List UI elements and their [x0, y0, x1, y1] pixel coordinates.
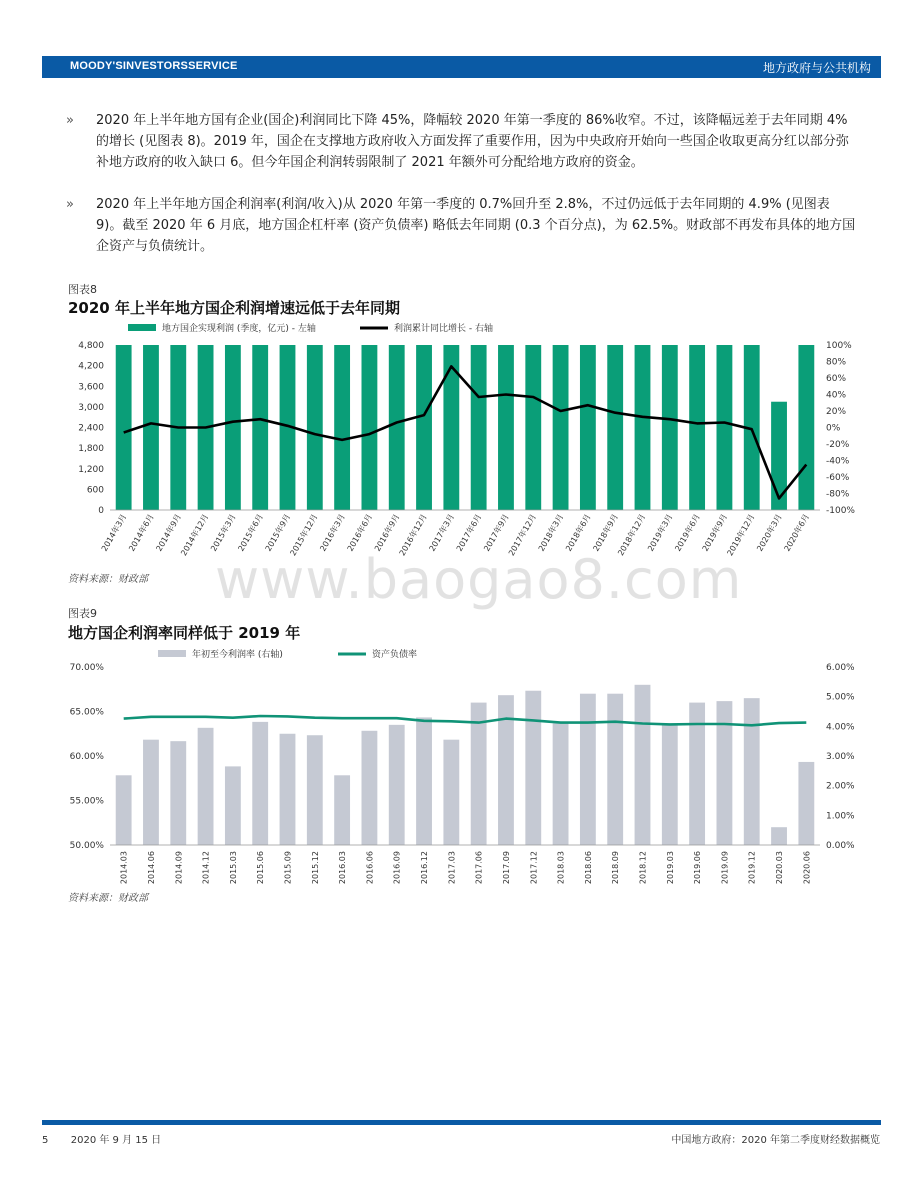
page-number: 5: [42, 1135, 49, 1146]
bar: [635, 345, 651, 510]
bullet-text: 2020 年上半年地方国企利润率(利润/收入)从 2020 年第一季度的 0.7%回升至 2.8%，不过仍远低于去年同期的 4.9% (见图表 9)。截至 2020 年 6 月底，地方国企杠杆率 (资产负债率) 略低去年同期 (0.3 个百分点)，为 62.5%。财政部不再发布具体的地方国企资产与负债统计。: [96, 197, 856, 254]
bar: [717, 345, 733, 510]
bar: [389, 345, 405, 510]
x-tick-label: 2014年3月: [99, 512, 129, 553]
profit-margin-chart: [60, 644, 860, 889]
figure9-title: 地方国企利润率同样低于 2019 年: [68, 624, 301, 642]
bar: [498, 345, 514, 510]
y-right-tick-label: 0.00%: [826, 841, 855, 851]
x-tick-label: 2014年6月: [127, 512, 156, 553]
bar: [798, 345, 814, 510]
y-left-tick-label: 3,600: [78, 382, 104, 393]
report-date: 2020 年 9 月 15 日: [70, 1135, 162, 1146]
bar: [252, 722, 268, 845]
x-tick-label: 2015年3月: [209, 512, 238, 553]
x-tick-label: 2017.03: [447, 851, 457, 885]
x-tick-label: 2020.03: [775, 851, 785, 885]
x-tick-label: 2018年12月: [616, 512, 648, 558]
bar: [771, 827, 787, 845]
x-tick-label: 2016.09: [392, 851, 402, 885]
report-title: 中国地方政府：2020 年第二季度财经数据概览: [671, 1135, 880, 1146]
y-right-tick-label: -100%: [826, 506, 855, 516]
y-right-tick-label: 5.00%: [826, 692, 855, 703]
x-tick-label: 2019.03: [665, 851, 675, 885]
bar: [662, 345, 678, 510]
bar: [307, 345, 323, 510]
x-tick-label: 2017.09: [501, 851, 511, 885]
bar: [416, 345, 432, 510]
bar: [389, 725, 405, 845]
bullet-marker: »: [66, 113, 74, 128]
bar: [744, 698, 760, 845]
x-tick-label: 2017年3月: [427, 512, 457, 553]
x-tick-label: 2017年12月: [506, 512, 539, 558]
x-tick-label: 2016.12: [420, 851, 430, 885]
x-tick-label: 2018年9月: [591, 512, 620, 553]
bar: [553, 723, 569, 845]
figure8-title: 2020 年上半年地方国企利润增速远低于去年同期: [68, 299, 400, 317]
bar: [635, 685, 651, 845]
bullet-text: 2020 年上半年地方国有企业(国企)利润同比下降 45%，降幅较 2020 年第一季度的 86%收窄。不过，该降幅远差于去年同期 4%的增长 (见图表 8)。2019 年，国企在支撑地方政府收入方面发挥了重要作用，因为中央政府开始向一些国企收取更高分红以部分弥补地方政府的收入缺口 6。但今年国企利润转弱限制了 2021 年额外可分配给地方政府的资金。: [96, 113, 849, 170]
bar: [362, 731, 378, 845]
bar: [116, 775, 132, 845]
brand-name: MOODY'SINVESTORSSERVICE: [70, 60, 238, 72]
x-tick-label: 2020年6月: [782, 512, 812, 553]
bar: [170, 741, 186, 845]
x-tick-label: 2016年6月: [345, 512, 375, 553]
y-right-tick-label: 6.00%: [826, 663, 855, 673]
header-bar: [42, 56, 881, 78]
y-right-tick-label: 2.00%: [826, 781, 855, 792]
x-tick-label: 2015年9月: [263, 512, 293, 553]
x-tick-label: 2015.12: [310, 851, 320, 885]
y-right-tick-label: 100%: [826, 341, 852, 351]
footer-bar: [42, 1120, 881, 1125]
bar: [334, 345, 350, 510]
bar: [689, 345, 705, 510]
bar: [525, 691, 541, 845]
x-tick-label: 2019年12月: [725, 512, 757, 558]
legend-bar-swatch: [158, 650, 186, 657]
y-right-tick-label: 4.00%: [826, 722, 855, 733]
bar: [662, 725, 678, 845]
x-tick-label: 2018.06: [583, 851, 593, 885]
bar: [471, 345, 487, 510]
x-tick-label: 2019.12: [747, 851, 757, 885]
x-tick-label: 2019年3月: [646, 512, 675, 553]
y-left-tick-label: 3,000: [78, 402, 104, 413]
x-tick-label: 2018.12: [638, 851, 648, 885]
x-tick-label: 2018年6月: [564, 512, 593, 553]
bar: [580, 694, 596, 845]
x-tick-label: 2019年9月: [700, 512, 730, 553]
bar: [416, 717, 432, 845]
y-left-tick-label: 4,200: [78, 361, 104, 372]
section-name: 地方政府与公共机构: [762, 61, 871, 75]
footer-left: [42, 1131, 161, 1146]
legend-bar-swatch: [128, 324, 156, 331]
y-left-tick-label: 600: [86, 485, 104, 496]
x-tick-label: 2019.06: [693, 851, 703, 885]
bar: [771, 402, 787, 510]
y-left-tick-label: 4,800: [78, 341, 104, 351]
x-tick-label: 2016.06: [365, 851, 375, 885]
figure8-source: 资料来源：财政部: [68, 574, 148, 585]
y-right-tick-label: 80%: [826, 357, 847, 368]
bar: [280, 734, 296, 845]
y-left-tick-label: 65.00%: [69, 707, 104, 718]
x-tick-label: 2017.12: [529, 851, 539, 885]
x-tick-label: 2014年12月: [179, 512, 211, 558]
y-right-tick-label: 60%: [826, 374, 847, 384]
bar: [116, 345, 132, 510]
x-tick-label: 2014.12: [201, 851, 211, 885]
y-right-tick-label: -80%: [826, 489, 850, 500]
y-right-tick-label: 0%: [826, 423, 841, 434]
x-tick-label: 2014年9月: [154, 512, 184, 553]
legend-line-label: 利润累计同比增长 - 右轴: [394, 324, 493, 334]
bar: [225, 766, 241, 845]
x-tick-label: 2018.09: [611, 851, 621, 885]
y-left-tick-label: 70.00%: [69, 663, 104, 673]
bar: [607, 694, 623, 845]
y-right-tick-label: 20%: [826, 407, 847, 417]
bar: [471, 703, 487, 845]
x-tick-label: 2015年6月: [236, 512, 265, 553]
bar: [143, 345, 159, 510]
legend-line-label: 资产负债率: [372, 650, 418, 660]
x-tick-label: 2017.06: [474, 851, 484, 885]
y-left-tick-label: 60.00%: [69, 752, 104, 762]
watermark-text: www.baogao8.com: [215, 548, 743, 611]
bar: [362, 345, 378, 510]
x-tick-label: 2014.06: [146, 851, 156, 885]
x-tick-label: 2016年12月: [397, 512, 429, 558]
x-tick-label: 2016年9月: [372, 512, 402, 553]
bar: [443, 740, 459, 845]
figure8-label: 图表8: [68, 283, 97, 296]
bar: [143, 740, 159, 845]
bar: [334, 775, 350, 845]
x-tick-label: 2019年6月: [673, 512, 702, 553]
legend-bar-label: 年初至今利润率 (右轴): [192, 650, 283, 660]
y-left-tick-label: 0: [98, 506, 104, 516]
x-tick-label: 2015.06: [256, 851, 266, 885]
legend-bar-label: 地方国企实现利润 (季度，亿元) - 左轴: [162, 324, 316, 334]
y-left-tick-label: 50.00%: [69, 841, 104, 851]
x-tick-label: 2019.09: [720, 851, 730, 885]
x-tick-label: 2017年6月: [454, 512, 484, 553]
x-tick-label: 2017年9月: [482, 512, 511, 553]
bar: [607, 345, 623, 510]
y-left-tick-label: 55.00%: [69, 796, 104, 807]
x-tick-label: 2015.03: [228, 851, 238, 885]
y-left-tick-label: 2,400: [78, 423, 104, 434]
y-right-tick-label: -40%: [826, 456, 850, 467]
x-tick-label: 2018.03: [556, 851, 566, 885]
bullet-marker: »: [66, 197, 74, 212]
bar: [225, 345, 241, 510]
bar: [525, 345, 541, 510]
x-tick-label: 2014.03: [119, 851, 129, 885]
x-tick-label: 2020.06: [802, 851, 812, 885]
figure9-source: 资料来源：财政部: [68, 893, 148, 904]
bar: [717, 701, 733, 845]
y-right-tick-label: 3.00%: [826, 752, 855, 762]
bar: [443, 345, 459, 510]
x-tick-label: 2016年3月: [318, 512, 347, 553]
x-tick-label: 2015年12月: [288, 512, 320, 558]
bar: [580, 345, 596, 510]
x-tick-label: 2018年3月: [536, 512, 566, 553]
y-right-tick-label: 1.00%: [826, 811, 855, 822]
y-right-tick-label: 40%: [826, 390, 847, 401]
y-left-tick-label: 1,200: [78, 464, 104, 475]
profit-growth-chart: [60, 316, 860, 568]
x-tick-label: 2014.09: [174, 851, 184, 885]
bar: [198, 728, 214, 845]
bar: [798, 762, 814, 845]
bar: [252, 345, 268, 510]
x-tick-label: 2015.09: [283, 851, 293, 885]
bar: [553, 345, 569, 510]
bar: [307, 735, 323, 845]
y-right-tick-label: -60%: [826, 473, 850, 483]
x-tick-label: 2016.03: [338, 851, 348, 885]
y-left-tick-label: 1,800: [78, 444, 104, 455]
y-right-tick-label: -20%: [826, 440, 850, 450]
figure9-label: 图表9: [68, 607, 97, 620]
x-tick-label: 2020年3月: [755, 512, 784, 553]
